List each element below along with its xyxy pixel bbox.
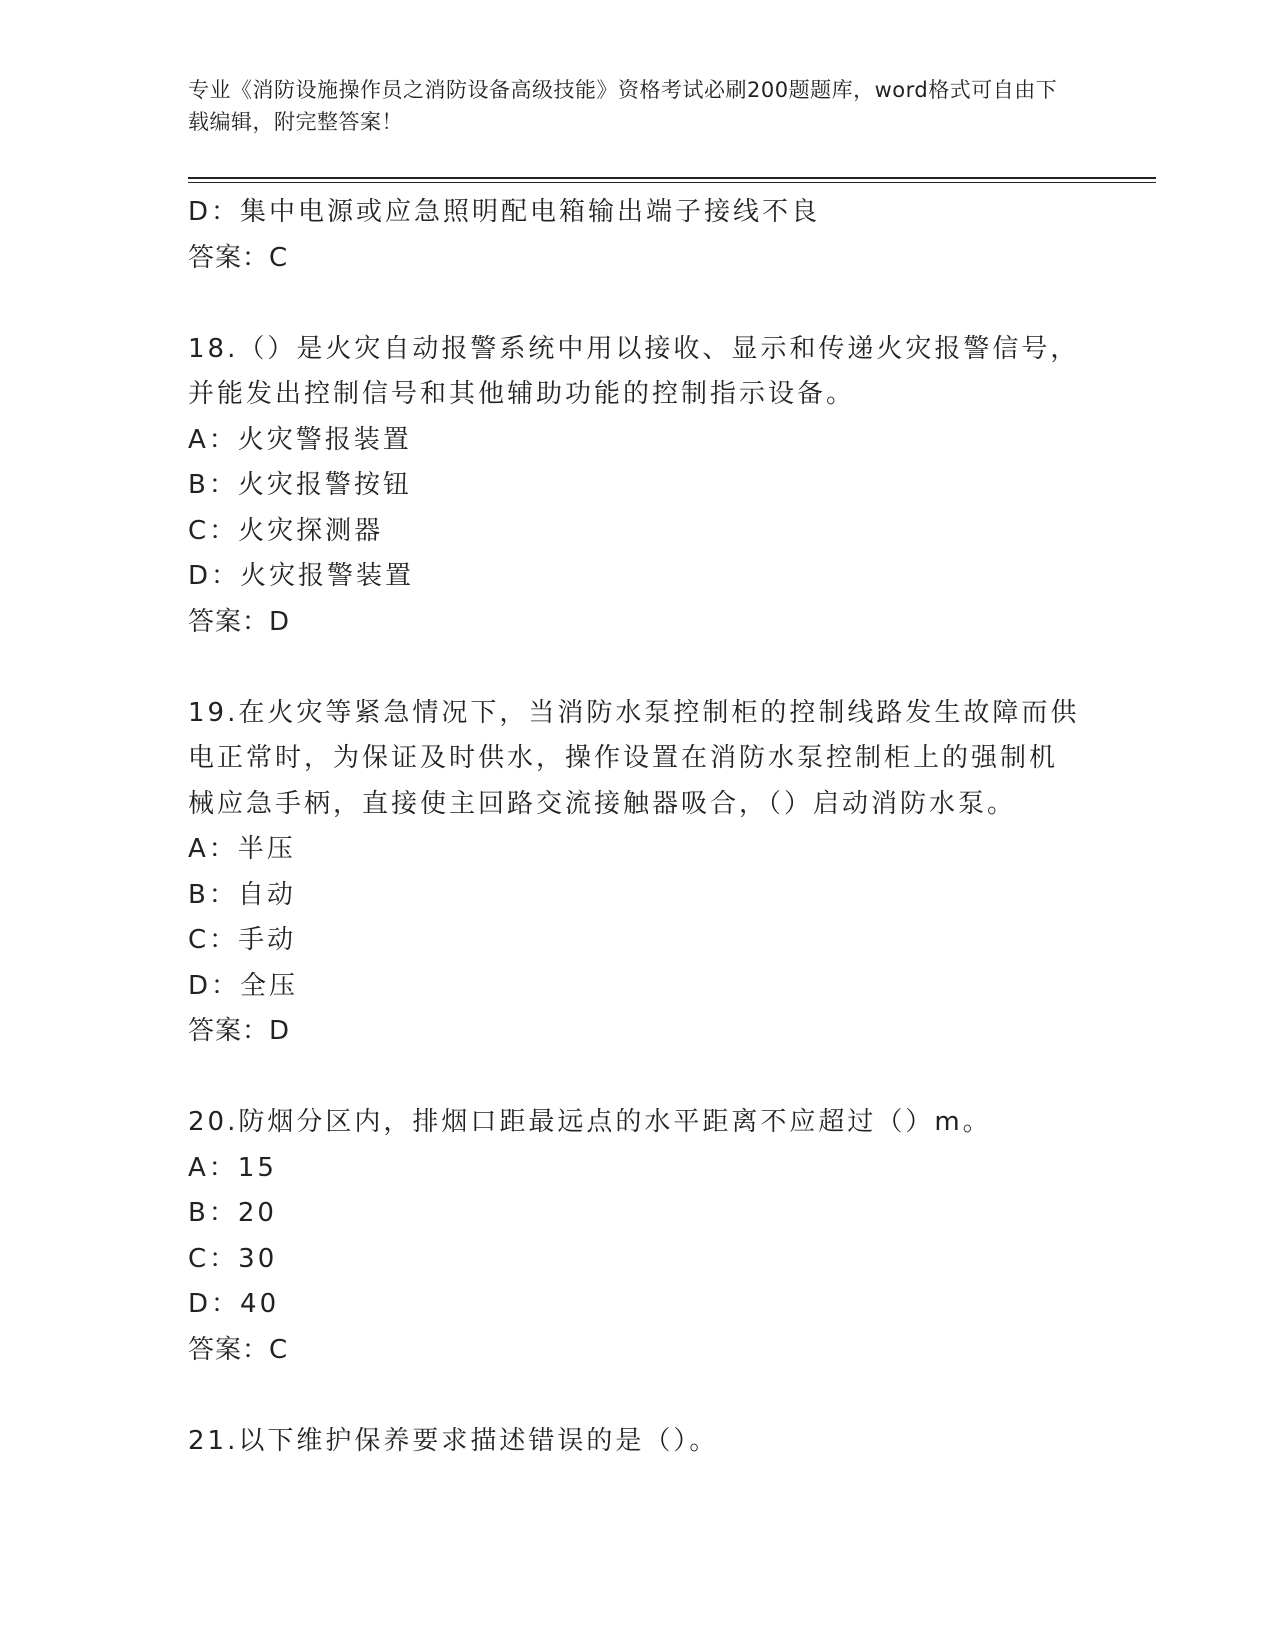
q21-text-line-1: 21.以下维护保养要求描述错误的是（）。 <box>188 1425 719 1456</box>
header-divider-thick <box>188 177 1156 179</box>
spacer <box>188 281 1088 327</box>
q19-text-line-1: 19.在火灾等紧急情况下，当消防水泵控制柜的控制线路发生故障而供 <box>188 697 1080 728</box>
q19-option-a: A：半压 <box>188 834 296 864</box>
spacer <box>188 1055 1088 1101</box>
prev-question-option-d: D：集中电源或应急照明配电箱输出端子接线不良 <box>188 197 821 227</box>
header-divider-thin <box>188 182 1156 183</box>
document-header: 专业《消防设施操作员之消防设备高级技能》资格考试必刷200题题库，word格式可自由下载编辑，附完整答案！ <box>188 78 1058 134</box>
q19-text-line-3: 械应急手柄，直接使主回路交流接触器吸合，（）启动消防水泵。 <box>188 788 1017 819</box>
q19-option-c: C：手动 <box>188 925 297 955</box>
q19-option-d: D：全压 <box>188 970 299 1001</box>
spacer <box>188 1373 1088 1419</box>
prev-question-answer: 答案：C <box>188 242 289 273</box>
q18-option-a: A：火灾警报装置 <box>188 424 412 455</box>
q19-answer: 答案：D <box>188 1016 291 1046</box>
q20-option-d: D：40 <box>188 1289 280 1319</box>
q20-text-line-1: 20.防烟分区内，排烟口距最远点的水平距离不应超过（）m。 <box>188 1107 992 1137</box>
spacer <box>188 645 1088 691</box>
q18-text-line-2: 并能发出控制信号和其他辅助功能的控制指示设备。 <box>188 379 856 409</box>
q18-option-d: D：火灾报警装置 <box>188 561 415 591</box>
q18-text-line-1: 18.（）是火灾自动报警系统中用以接收、显示和传递火灾报警信号， <box>188 333 1080 364</box>
question-content <box>188 190 1088 1464</box>
q20-option-c: C：30 <box>188 1243 278 1274</box>
q20-answer: 答案：C <box>188 1334 289 1365</box>
q20-option-b: B：20 <box>188 1198 277 1228</box>
q19-text-line-2: 电正常时，为保证及时供水，操作设置在消防水泵控制柜上的强制机 <box>188 743 1059 773</box>
q18-option-c: C：火灾探测器 <box>188 515 384 546</box>
q18-answer: 答案：D <box>188 606 291 637</box>
q19-option-b: B：自动 <box>188 879 296 910</box>
q18-option-b: B：火灾报警按钮 <box>188 470 412 500</box>
q20-option-a: A：15 <box>188 1152 277 1183</box>
